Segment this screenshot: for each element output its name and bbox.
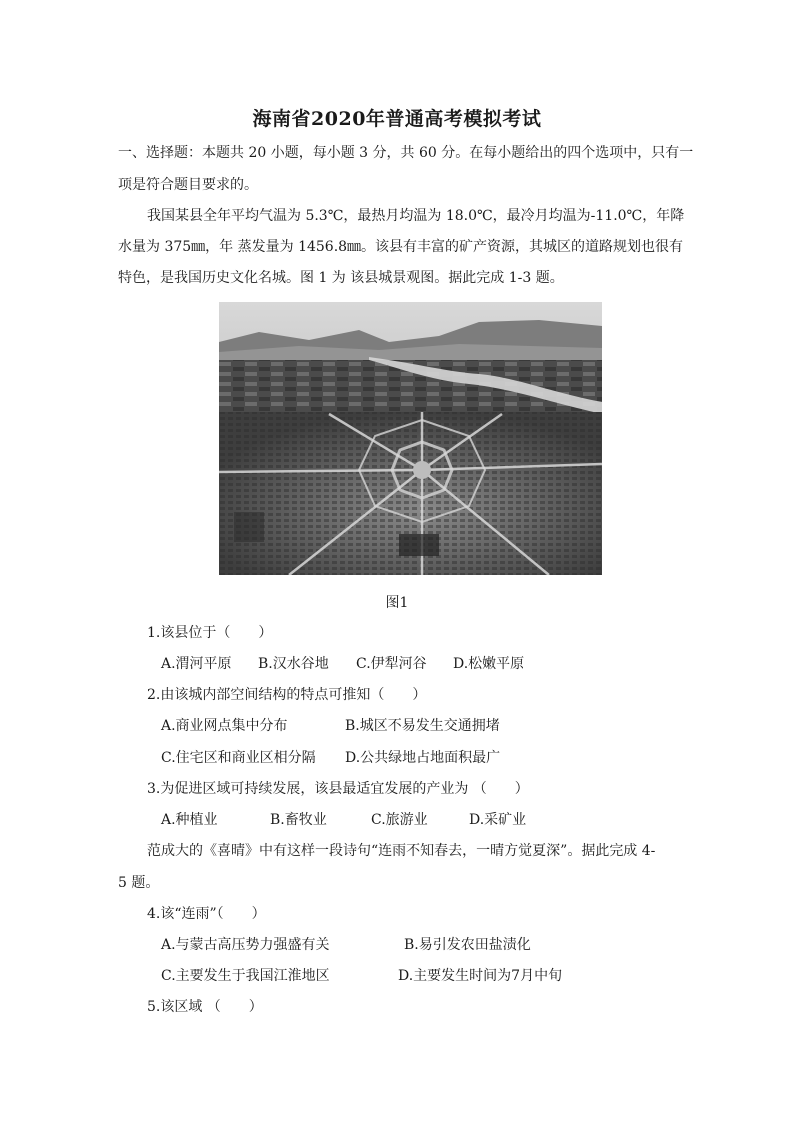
question-3-option-c: C.旅游业 bbox=[371, 812, 428, 828]
intro-line2: 水量为 375㎜，年 蒸发量为 1456.8㎜。该县有丰富的矿产资源，其城区的道路规划也很有 bbox=[118, 239, 684, 255]
question-3-stem: 3.为促进区域可持续发展，该县最适宜发展的产业为 （ ） bbox=[147, 781, 529, 797]
intro-line1: 我国某县全年平均气温为 5.3℃，最热月均温为 18.0℃，最冷月均温为-11.0℃，年降 bbox=[147, 208, 685, 224]
poem-intro-line1: 范成大的《喜晴》中有这样一段诗句“连雨不知春去，一晴方觉夏深”。据此完成 4- bbox=[147, 843, 656, 859]
question-4-option-b: B.易引发农田盐渍化 bbox=[404, 937, 531, 953]
exam-title: 海南省2020年普通高考模拟考试 bbox=[252, 108, 542, 130]
question-1-option-c: C.伊犁河谷 bbox=[356, 656, 427, 672]
question-4-option-d: D.主要发生时间为7月中旬 bbox=[398, 968, 563, 984]
city-aerial-photo-drawing bbox=[219, 302, 602, 575]
poem-intro-line2: 5 题。 bbox=[118, 875, 160, 891]
intro-line3: 特色，是我国历史文化名城。图 1 为 该县城景观图。据此完成 1-3 题。 bbox=[118, 270, 564, 286]
section-instructions-line2: 项是符合题目要求的。 bbox=[118, 177, 258, 193]
question-3-option-a: A.种植业 bbox=[161, 812, 218, 828]
question-3-option-d: D.采矿业 bbox=[469, 812, 527, 828]
question-4-stem: 4.该“连雨”（ ） bbox=[147, 906, 266, 922]
question-4-option-c: C.主要发生于我国江淮地区 bbox=[161, 968, 330, 984]
question-1-option-d: D.松嫩平原 bbox=[453, 656, 525, 672]
city-aerial-photo bbox=[219, 302, 602, 575]
question-2-option-c: C.住宅区和商业区相分隔 bbox=[161, 750, 316, 766]
section-instructions-line1: 一、选择题：本题共 20 小题，每小题 3 分，共 60 分。在每小题给出的四个选项中，只有一 bbox=[118, 145, 694, 161]
question-3-option-b: B.畜牧业 bbox=[270, 812, 327, 828]
question-4-option-a: A.与蒙古高压势力强盛有关 bbox=[161, 937, 330, 953]
question-2-option-b: B.城区不易发生交通拥堵 bbox=[345, 718, 500, 734]
question-2-option-a: A.商业网点集中分布 bbox=[161, 718, 288, 734]
question-2-stem: 2.由该城内部空间结构的特点可推知（ ） bbox=[147, 687, 427, 703]
question-2-option-d: D.公共绿地占地面积最广 bbox=[345, 750, 501, 766]
question-1-stem: 1.该县位于（ ） bbox=[147, 625, 273, 641]
question-1-option-a: A.渭河平原 bbox=[161, 656, 232, 672]
question-1-option-b: B.汉水谷地 bbox=[258, 656, 329, 672]
figure-caption: 图1 bbox=[385, 595, 409, 611]
question-5-stem: 5.该区域 （ ） bbox=[147, 999, 263, 1015]
